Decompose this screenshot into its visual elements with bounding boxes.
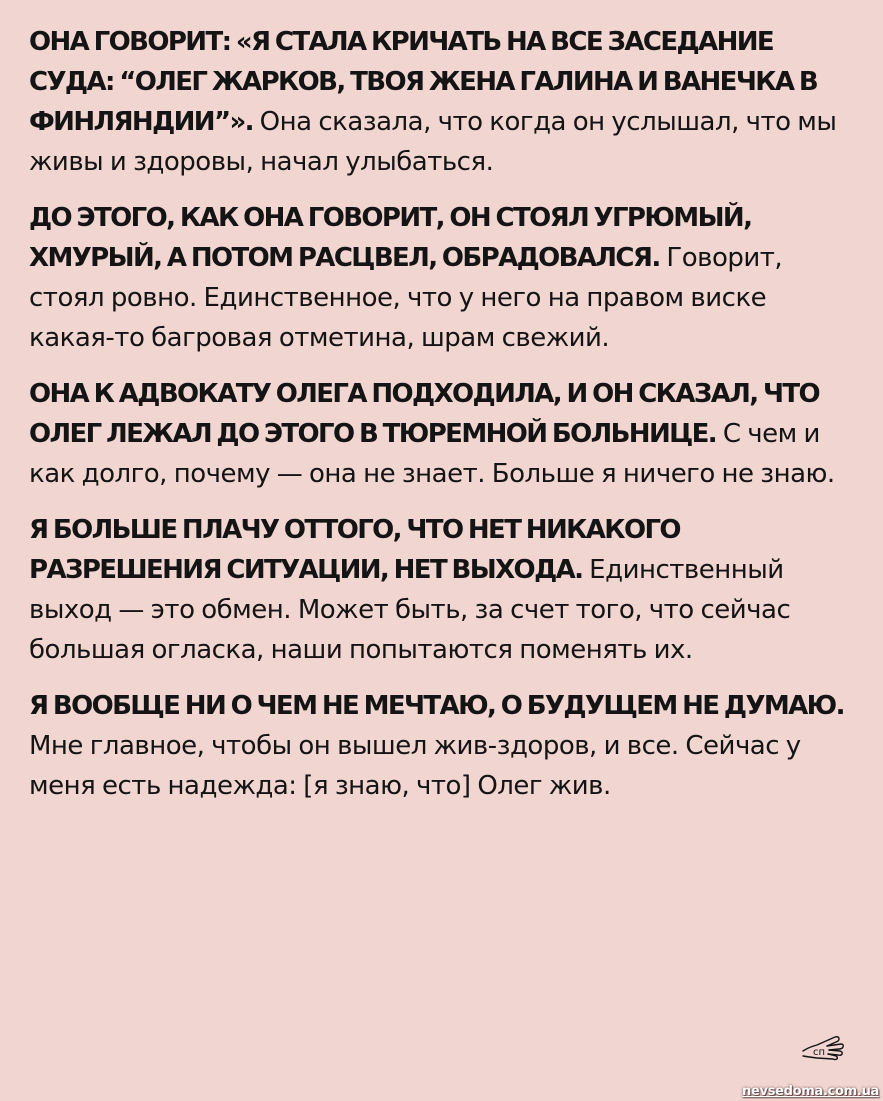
paragraph-1 (29, 22, 855, 182)
paragraph-5-text: Мне главное, чтобы он вышел жив-здоров, и все. Сейчас у меня есть надежда: [я знаю, что] Олег жив. (29, 731, 801, 801)
paragraph-5 (29, 686, 855, 806)
paragraph-5-lead: Я ВООБЩЕ НИ О ЧЕМ НЕ МЕЧТАЮ, О БУДУЩЕМ НЕ ДУМАЮ. (29, 691, 844, 721)
hand-logo-icon (799, 1029, 845, 1063)
paragraph-2-text: Говорит, стоял ровно. Единственное, что у него на правом виске какая-то багровая отметина, шрам свежий. (29, 243, 783, 353)
paragraph-3-lead: ОНА К АДВОКАТУ ОЛЕГА ПОДХОДИЛА, И ОН СКАЗАЛ, ЧТО ОЛЕГ ЛЕЖАЛ ДО ЭТОГО В ТЮРЕМНОЙ БОЛЬНИЦЕ. (29, 379, 820, 449)
article-body (29, 22, 855, 822)
paragraph-3 (29, 374, 855, 494)
paragraph-1-text: Она сказала, что когда он услышал, что мы живы и здоровы, начал улыбаться. (29, 107, 837, 177)
paragraph-4-lead: Я БОЛЬШЕ ПЛАЧУ ОТТОГО, ЧТО НЕТ НИКАКОГО РАЗРЕШЕНИЯ СИТУАЦИИ, НЕТ ВЫХОДА. (29, 515, 680, 585)
paragraph-3-text: С чем и как долго, почему — она не знает. Больше я ничего не знаю. (29, 419, 835, 489)
paragraph-1-lead: ОНА ГОВОРИТ: «Я СТАЛА КРИЧАТЬ НА ВСЕ ЗАСЕДАНИЕ СУДА: “ОЛЕГ ЖАРКОВ, ТВОЯ ЖЕНА ГАЛИНА И ВАНЕЧКА В ФИНЛЯНДИИ”». (29, 27, 818, 137)
paragraph-2 (29, 198, 855, 358)
watermark: nevsedoma.com.ua (742, 1084, 879, 1099)
paragraph-2-lead: ДО ЭТОГО, КАК ОНА ГОВОРИТ, ОН СТОЯЛ УГРЮМЫЙ, ХМУРЫЙ, А ПОТОМ РАСЦВЕЛ, ОБРАДОВАЛСЯ. (29, 203, 752, 273)
logo-text: сп (813, 1047, 826, 1058)
paragraph-4-text: Единственный выход — это обмен. Может быть, за счет того, что сейчас большая огласка, наши попытаются поменять их. (29, 555, 791, 665)
paragraph-4 (29, 510, 855, 670)
